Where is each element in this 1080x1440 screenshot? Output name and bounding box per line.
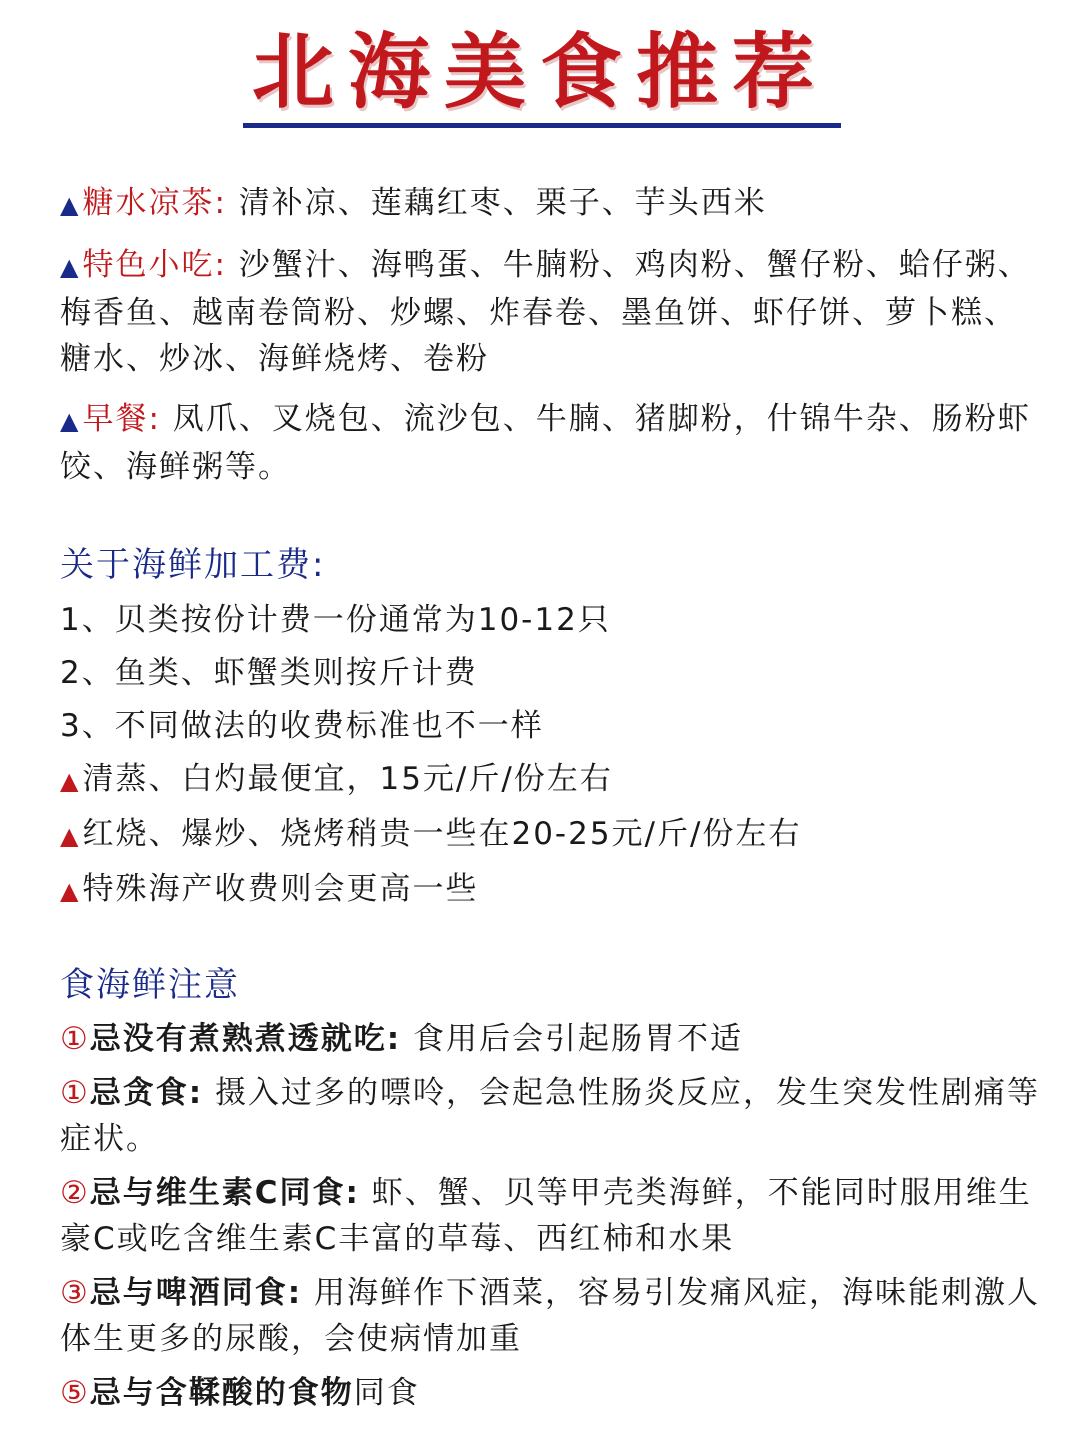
note-number: ③ xyxy=(60,1275,90,1311)
category-items: 清补凉、莲藕红枣、栗子、芋头西米 xyxy=(226,185,767,221)
note-text: 用海鲜作下酒菜，容易引发痛风症，海味能刺激人体生更多的尿酸，会使病情加重 xyxy=(60,1275,1041,1357)
fee-price-text: 清蒸、白灼最便宜，15元/斤/份左右 xyxy=(82,761,613,797)
note-title: 忌与含鞣酸的食物 xyxy=(89,1375,354,1411)
note-title: 忌与维生素C同食: xyxy=(89,1175,360,1211)
category-label: 早餐: xyxy=(82,401,161,437)
triangle-icon: ▲ xyxy=(60,877,81,905)
seafood-note xyxy=(60,1070,1045,1162)
note-text: 虾、蟹、贝等甲壳类海鲜，不能同时服用维生豪C或吃含维生素C丰富的草莓、西红柿和水果 xyxy=(60,1175,1032,1257)
triangle-icon: ▲ xyxy=(60,767,81,795)
category-items: 凤爪、叉烧包、流沙包、牛腩、猪脚粉，什锦牛杂、肠粉虾饺、海鲜粥等。 xyxy=(60,401,1031,485)
fee-price-line xyxy=(60,808,1045,863)
note-title: 忌贪食: xyxy=(89,1075,204,1111)
triangle-icon: ▲ xyxy=(60,191,81,219)
fee-rule: 1、贝类按份计费一份通常为10-12只 xyxy=(60,602,611,638)
seafood-note xyxy=(60,1016,1045,1062)
seafood-note xyxy=(60,1370,1045,1416)
category-label: 糖水凉茶: xyxy=(82,185,227,221)
note-title: 忌与啤酒同食: xyxy=(89,1275,303,1311)
fee-price-line xyxy=(60,863,1045,918)
food-section-breakfast xyxy=(60,396,1045,490)
seafood-notes-heading: 食海鲜注意 xyxy=(60,965,240,1005)
note-number: ① xyxy=(60,1021,90,1057)
note-number: ① xyxy=(60,1075,90,1111)
fee-rule: 3、不同做法的收费标准也不一样 xyxy=(60,708,544,744)
category-label: 特色小吃: xyxy=(82,247,227,283)
fee-rule: 2、鱼类、虾蟹类则按斤计费 xyxy=(60,655,478,691)
triangle-icon: ▲ xyxy=(60,253,81,281)
note-text: 摄入过多的嘌呤，会起急性肠炎反应，发生突发性剧痛等症状。 xyxy=(60,1075,1041,1157)
title-container xyxy=(0,22,1080,122)
fee-price-text: 红烧、爆炒、烧烤稍贵一些在20-25元/斤/份左右 xyxy=(82,816,802,852)
note-number: ⑤ xyxy=(60,1375,90,1411)
seafood-note xyxy=(60,1270,1045,1362)
note-number: ② xyxy=(60,1175,90,1211)
main-content xyxy=(60,180,1045,1416)
triangle-icon: ▲ xyxy=(60,822,81,850)
note-title: 忌没有煮熟煮透就吃: xyxy=(89,1021,402,1057)
category-items: 沙蟹汁、海鸭蛋、牛腩粉、鸡肉粉、蟹仔粉、蛤仔粥、梅香鱼、越南卷筒粉、炒螺、炸春卷、墨鱼饼、虾仔饼、萝卜糕、糖水、炒冰、海鲜烧烤、卷粉 xyxy=(60,247,1031,377)
food-section-sweet-soup xyxy=(60,180,1045,228)
processing-fee-heading: 关于海鲜加工费: xyxy=(60,545,326,585)
note-text: 同食 xyxy=(353,1375,420,1411)
fee-price-line xyxy=(60,753,1045,808)
page-title: 北海美食推荐 xyxy=(251,24,828,120)
triangle-icon: ▲ xyxy=(60,407,81,435)
seafood-note xyxy=(60,1170,1045,1262)
title-underline xyxy=(243,123,841,128)
food-section-snacks xyxy=(60,242,1045,382)
note-text: 食用后会引起肠胃不适 xyxy=(401,1021,744,1057)
fee-price-text: 特殊海产收费则会更高一些 xyxy=(82,871,479,907)
